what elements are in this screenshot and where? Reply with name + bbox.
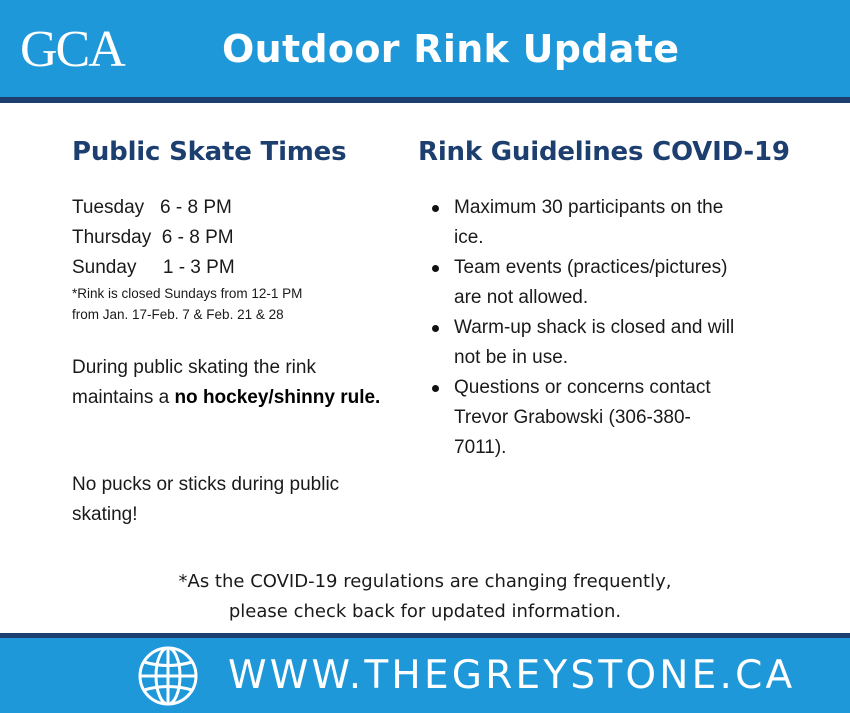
list-item-text: Team events (practices/pictures) are not allowed. — [454, 257, 728, 308]
header-divider — [0, 97, 850, 103]
skate-day: Thursday — [72, 227, 152, 248]
list-item — [432, 313, 742, 373]
skate-time: 1 - 3 PM — [162, 257, 235, 278]
header-banner — [0, 0, 850, 97]
guidelines-list — [432, 193, 742, 463]
public-skate-heading: Public Skate Times — [72, 137, 347, 167]
skate-day: Tuesday — [72, 197, 145, 218]
list-item — [432, 373, 742, 463]
rule-text: During public skating the rink maintains a — [72, 357, 316, 408]
bullet-icon — [432, 325, 439, 332]
covid-footnote — [0, 567, 850, 627]
logo-text: GCA — [20, 21, 124, 78]
footnote-line: please check back for updated information. — [228, 601, 622, 622]
website-url[interactable]: WWW.THEGREYSTONE.CA — [228, 653, 796, 698]
globe-icon — [137, 645, 199, 707]
skate-times-list — [72, 193, 235, 283]
no-pucks-text: No pucks or sticks during public skating! — [72, 474, 340, 525]
guidelines-heading: Rink Guidelines COVID-19 — [418, 137, 790, 167]
footnote-line: *As the COVID-19 regulations are changing frequently, — [178, 571, 672, 592]
list-item-text: Questions or concerns contact Trevor Grabowski (306-380-7011). — [454, 377, 711, 458]
skate-time: 6 - 8 PM — [160, 197, 232, 218]
note-line: from Jan. 17-Feb. 7 & Feb. 21 & 28 — [72, 307, 284, 322]
list-item — [432, 253, 742, 313]
gca-logo — [20, 21, 160, 79]
list-item-text: Maximum 30 participants on the ice. — [454, 197, 724, 248]
page-title: Outdoor Rink Update — [222, 27, 680, 71]
list-item — [432, 193, 742, 253]
note-line: *Rink is closed Sundays from 12-1 PM — [72, 286, 303, 301]
skate-time: 6 - 8 PM — [161, 227, 234, 248]
rule-text-bold: no hockey/shinny rule. — [174, 387, 381, 408]
bullet-icon — [432, 385, 439, 392]
no-hockey-rule-text — [72, 353, 392, 413]
bullet-icon — [432, 265, 439, 272]
skate-time-row — [72, 253, 235, 283]
footer-banner — [0, 638, 850, 713]
skate-time-row — [72, 193, 235, 223]
skate-time-row — [72, 223, 235, 253]
list-item-text: Warm-up shack is closed and will not be in use. — [454, 317, 735, 368]
skate-day: Sunday — [72, 257, 137, 278]
bullet-icon — [432, 205, 439, 212]
sunday-closure-note — [72, 283, 392, 325]
